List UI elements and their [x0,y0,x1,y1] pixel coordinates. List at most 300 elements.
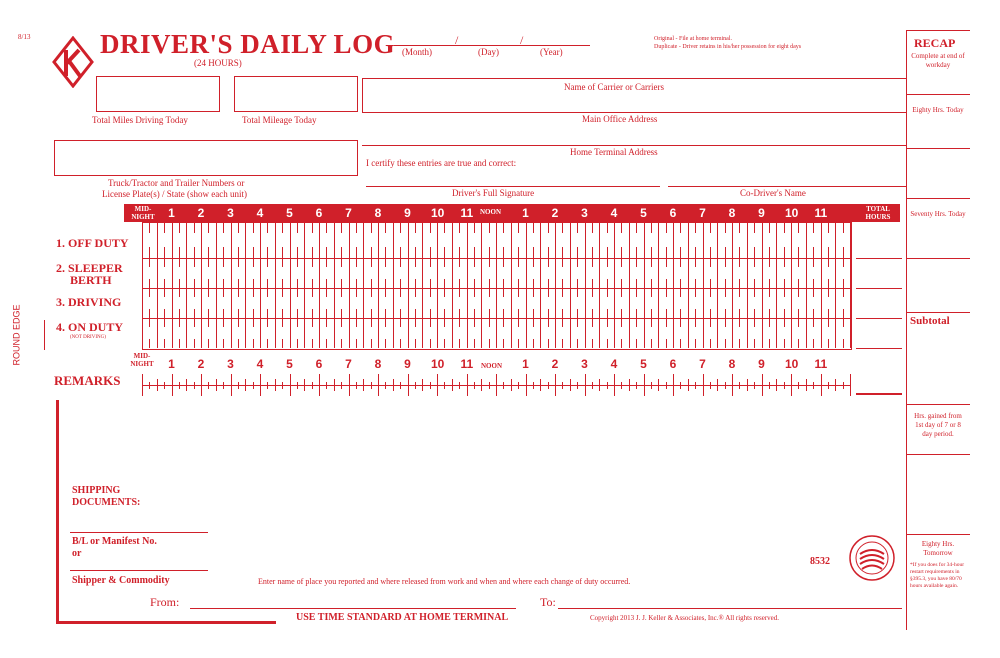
form-code: 8/13 [18,33,31,41]
quarter-tick [828,309,829,318]
quarter-tick [769,258,770,267]
quarter-tick [164,247,165,258]
quarter-tick [385,318,386,327]
quarter-tick [489,279,490,288]
quarter-tick [592,309,593,318]
quarter-tick [216,302,217,319]
quarter-tick [607,288,608,297]
quarter-tick [253,309,254,318]
quarter-tick [725,309,726,318]
quarter-tick [607,222,608,233]
quarter-tick [400,318,401,327]
quarter-tick [267,339,268,348]
quarter-tick [216,238,217,258]
hour-line [732,318,733,348]
total-hours-bottom: HOURS [865,213,891,221]
use-time-text: USE TIME STANDARD AT HOME TERMINAL [296,612,509,623]
remarks-hour-am-8: 8 [374,357,382,371]
quarter-tick [393,238,394,258]
remarks-quarter-tick [356,382,357,389]
quarter-tick [208,258,209,267]
quarter-tick [548,279,549,288]
carrier-left-line [362,78,363,112]
quarter-tick [636,309,637,318]
quarter-tick [717,272,718,289]
quarter-tick [666,309,667,318]
hour-line [850,258,851,288]
hour-line [201,318,202,348]
quarter-tick [784,309,785,318]
quarter-tick [216,272,217,289]
side-edge-text: ROUND EDGE [11,304,22,366]
quarter-tick [194,288,195,297]
quarter-tick [186,272,187,289]
quarter-tick [385,258,386,267]
quarter-tick [518,318,519,327]
recap-sub: Complete at end of workday [911,52,965,69]
remarks-noon: NOON [481,362,502,370]
hour-line [821,222,822,258]
quarter-tick [511,238,512,258]
quarter-tick [828,247,829,258]
remarks-hour-tick [644,374,645,396]
hour-line [260,318,261,348]
quarter-tick [415,279,416,288]
quarter-tick [754,258,755,267]
bl-line[interactable] [70,570,208,571]
hour-line [467,258,468,288]
quarter-tick [658,332,659,349]
remarks-quarter-tick [518,382,519,389]
quarter-tick [636,288,637,297]
quarter-tick [186,332,187,349]
hour-line [791,222,792,258]
quarter-tick [843,309,844,318]
recap-seventy-today: Seventy Hrs. Today [910,210,966,218]
quarter-tick [717,238,718,258]
remarks-quarter-tick [415,382,416,389]
hour-line [142,258,143,288]
quarter-tick [430,247,431,258]
hour-line [231,288,232,318]
quarter-tick [238,339,239,348]
remarks-quarter-tick [452,379,453,391]
quarter-tick [548,318,549,327]
recap-sep-5 [906,312,970,313]
hour-line [850,318,851,348]
header-hour-am-5: 5 [286,206,293,220]
quarter-tick [385,288,386,297]
quarter-tick [813,288,814,297]
quarter-tick [194,339,195,348]
quarter-tick [444,318,445,327]
form-subtitle: (24 HOURS) [194,58,242,68]
signature-line[interactable] [366,186,660,187]
quarter-tick [710,247,711,258]
hour-line [850,222,851,258]
remarks-quarter-tick [739,382,740,389]
hour-line [614,318,615,348]
quarter-tick [223,247,224,258]
quarter-tick [356,258,357,267]
hour-line [644,318,645,348]
remarks-quarter-tick [503,382,504,389]
header-hour-am-11: 11 [460,206,474,220]
quarter-tick [843,258,844,267]
quarter-tick [326,279,327,288]
quarter-tick [518,309,519,318]
carrier-top-line [362,78,906,79]
recap-eighty-tomorrow: Eighty Hrs. Tomorrow [921,540,955,557]
quarter-tick [680,279,681,288]
remarks-bracket [56,400,59,622]
quarter-tick [518,222,519,233]
hour-line [673,318,674,348]
quarter-tick [695,288,696,297]
remarks-quarter-tick [717,379,718,391]
quarter-tick [776,332,777,349]
quarter-tick [267,247,268,258]
quarter-tick [356,247,357,258]
quarter-tick [430,279,431,288]
remarks-hour-tick [850,374,851,396]
hour-line [231,258,232,288]
quarter-tick [400,222,401,233]
main-office-line[interactable] [362,145,906,146]
hour-line [526,288,527,318]
quarter-tick [680,288,681,297]
quarter-tick [474,247,475,258]
remarks-hour-tick [732,374,733,396]
remarks-hour-pm-10: 10 [785,357,799,371]
form-number: 8532 [810,556,830,567]
quarter-tick [179,258,180,267]
quarter-tick [267,309,268,318]
hour-line [260,288,261,318]
hour-line [201,288,202,318]
quarter-tick [208,288,209,297]
quarter-tick [474,309,475,318]
quarter-tick [194,258,195,267]
quarter-tick [813,309,814,318]
quarter-tick [474,318,475,327]
quarter-tick [304,332,305,349]
quarter-tick [577,247,578,258]
bl-or-label: or [72,548,82,559]
quarter-tick [540,272,541,289]
quarter-tick [813,318,814,327]
quarter-tick [599,332,600,349]
remarks-quarter-tick [533,382,534,389]
quarter-tick [651,247,652,258]
hour-line [496,288,497,318]
remarks-hour-am-10: 10 [431,357,445,371]
quarter-tick [658,272,659,289]
total-miles-box[interactable] [96,76,220,112]
quarter-tick [769,288,770,297]
quarter-tick [621,247,622,258]
quarter-tick [629,238,630,258]
remarks-hour-am-7: 7 [345,357,352,371]
quarter-tick [592,222,593,233]
remarks-quarter-tick [798,382,799,389]
remarks-quarter-tick [216,379,217,391]
quarter-tick [533,309,534,318]
quarter-tick [680,339,681,348]
quarter-tick [798,339,799,348]
quarter-tick [784,339,785,348]
quarter-tick [739,309,740,318]
remarks-hour-tick [614,374,615,396]
quarter-tick [194,222,195,233]
quarter-tick [164,318,165,327]
quarter-tick [784,247,785,258]
quarter-tick [503,339,504,348]
quarter-tick [474,339,475,348]
quarter-tick [430,222,431,233]
quarter-tick [223,258,224,267]
recap-fine-print: *If you does for 34-hour restart requirements in §395.3, you have 80/70 hours available again. [910,562,965,589]
quarter-tick [776,272,777,289]
remarks-quarter-tick [828,382,829,389]
quarter-tick [400,339,401,348]
quarter-tick [334,332,335,349]
remarks-hour-pm-7: 7 [699,357,706,371]
quarter-tick [275,238,276,258]
quarter-tick [474,288,475,297]
quarter-tick [798,279,799,288]
hour-line [201,222,202,258]
quarter-tick [400,247,401,258]
quarter-tick [194,247,195,258]
quarter-tick [371,318,372,327]
quarter-tick [695,247,696,258]
quarter-tick [754,339,755,348]
quarter-tick [356,318,357,327]
codriver-label: Co-Driver's Name [740,188,806,198]
date-slash-2: / [520,33,524,47]
remarks-quarter-tick [422,379,423,391]
quarter-tick [739,339,740,348]
quarter-tick [629,332,630,349]
quarter-tick [238,222,239,233]
quarter-tick [282,288,283,297]
hour-line [703,318,704,348]
shipping-line[interactable] [70,532,208,533]
total-hours-top: TOTAL [866,205,890,213]
quarter-tick [710,309,711,318]
bl-label: B/L or Manifest No. [72,536,157,547]
quarter-tick [769,222,770,233]
truck-numbers-box[interactable] [54,140,358,176]
quarter-tick [666,288,667,297]
quarter-tick [666,258,667,267]
quarter-tick [208,222,209,233]
remarks-quarter-tick [747,379,748,391]
remarks-hour-tick [585,374,586,396]
quarter-tick [326,222,327,233]
quarter-tick [208,318,209,327]
hour-line [555,222,556,258]
grid-midnight-label [126,205,160,221]
quarter-tick [621,279,622,288]
duty-grid[interactable] [142,222,852,350]
remarks-quarter-tick [806,379,807,391]
quarter-tick [592,258,593,267]
quarter-tick [754,288,755,297]
header-hour-am-8: 8 [374,206,382,220]
quarter-tick [725,222,726,233]
quarter-tick [208,247,209,258]
quarter-tick [489,339,490,348]
quarter-tick [371,247,372,258]
quarter-tick [798,309,799,318]
total-hours-line [856,288,902,289]
hour-line [850,288,851,318]
quarter-tick [710,339,711,348]
quarter-tick [267,258,268,267]
quarter-tick [725,279,726,288]
remarks-quarter-tick [186,379,187,391]
quarter-tick [194,309,195,318]
remarks-hour-tick [319,374,320,396]
quarter-tick [599,302,600,319]
quarter-tick [452,332,453,349]
quarter-tick [459,339,460,348]
quarter-tick [607,279,608,288]
quarter-tick [149,279,150,288]
quarter-tick [415,247,416,258]
quarter-tick [267,288,268,297]
quarter-tick [666,318,667,327]
quarter-tick [459,258,460,267]
hour-line [142,318,143,348]
quarter-tick [828,279,829,288]
quarter-tick [813,222,814,233]
hour-line [260,258,261,288]
quarter-tick [371,339,372,348]
quarter-tick [430,309,431,318]
quarter-tick [784,258,785,267]
total-mileage-box[interactable] [234,76,358,112]
quarter-tick [570,272,571,289]
to-line[interactable] [558,608,902,609]
quarter-tick [326,309,327,318]
quarter-tick [828,222,829,233]
quarter-tick [223,222,224,233]
remarks-quarter-tick [474,382,475,389]
remarks-hour-tick [673,374,674,396]
quarter-tick [680,309,681,318]
row-label-on-duty: 4. ON DUTY [56,320,124,334]
quarter-tick [149,258,150,267]
quarter-tick [430,339,431,348]
quarter-tick [725,247,726,258]
quarter-tick [725,318,726,327]
header-hour-am-6: 6 [315,206,323,220]
carrier-line[interactable] [362,112,906,113]
quarter-tick [798,222,799,233]
quarter-tick [157,332,158,349]
quarter-tick [688,302,689,319]
recap-sep-6 [906,404,970,405]
copy-note-2: Duplicate - Driver retains in his/her possession for eight days [654,44,802,50]
quarter-tick [415,339,416,348]
instructions-text: Enter name of place you reported and where released from work and when and where each change of duty occurred. [258,577,631,586]
grid-header-bar [124,204,900,222]
quarter-tick [666,279,667,288]
remarks-hour-pm-1: 1 [522,357,529,371]
quarter-tick [621,318,622,327]
quarter-tick [518,258,519,267]
remarks-quarter-tick [680,382,681,389]
header-hour-am-4: 4 [256,206,264,220]
keller-logo-icon [52,36,94,88]
remarks-hour-tick [349,374,350,396]
hour-line [260,222,261,258]
quarter-tick [312,309,313,318]
hour-line [378,258,379,288]
quarter-tick [223,309,224,318]
quarter-tick [518,339,519,348]
quarter-tick [629,272,630,289]
quarter-tick [813,247,814,258]
remarks-quarter-tick [157,379,158,391]
quarter-tick [400,309,401,318]
quarter-tick [326,258,327,267]
hour-line [319,318,320,348]
remarks-quarter-tick [304,379,305,391]
quarter-tick [481,272,482,289]
quarter-tick [452,302,453,319]
quarter-tick [533,222,534,233]
remarks-quarter-tick [164,382,165,389]
quarter-tick [621,258,622,267]
remarks-quarter-tick [267,382,268,389]
remarks-quarter-tick [253,382,254,389]
row-label-on-duty-sub: (NOT DRIVING) [70,335,106,340]
header-hour-am-1: 1 [168,206,175,220]
row-label-off-duty: 1. OFF DUTY [56,236,129,250]
remarks-quarter-tick [754,382,755,389]
quarter-tick [400,258,401,267]
hour-line [762,258,763,288]
quarter-tick [297,222,298,233]
total-hours-line [856,258,902,259]
from-line[interactable] [190,608,516,609]
codriver-line[interactable] [668,186,906,187]
header-hour-pm-9: 9 [758,206,765,220]
quarter-tick [253,288,254,297]
hour-line [231,222,232,258]
quarter-tick [459,222,460,233]
hour-line [703,222,704,258]
recap-sep-7 [906,454,970,455]
truck-label-1: Truck/Tractor and Trailer Numbers or [108,178,245,188]
hour-line [526,318,527,348]
recap-period-text: Hrs. gained from 1st day of 7 or 8 day period. [914,412,962,438]
quarter-tick [540,302,541,319]
quarter-tick [208,309,209,318]
quarter-tick [651,258,652,267]
remarks-quarter-tick [607,382,608,389]
quarter-tick [835,272,836,289]
shipping-label-2: DOCUMENTS: [72,497,141,508]
hour-line [319,222,320,258]
total-miles-label: Total Miles Driving Today [92,115,188,125]
quarter-tick [570,238,571,258]
quarter-tick [843,279,844,288]
